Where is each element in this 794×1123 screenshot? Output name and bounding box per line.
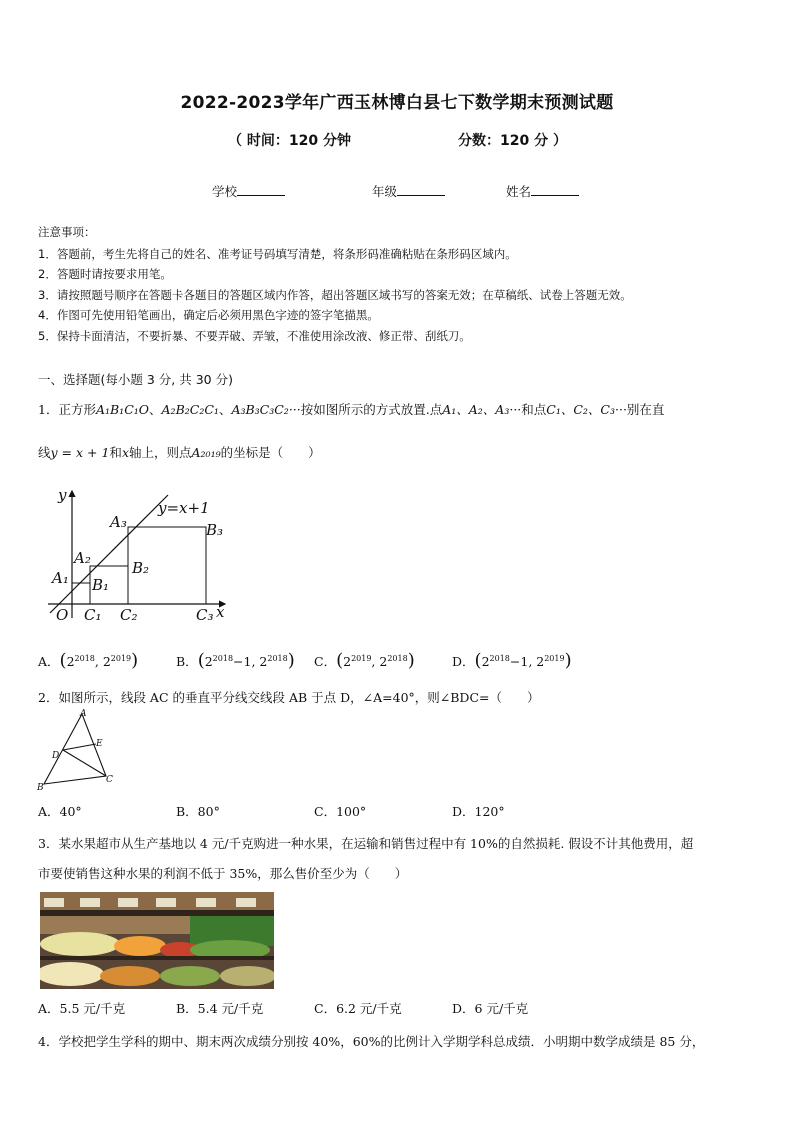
notice-item: 2．答题时请按要求用笔。	[38, 267, 172, 281]
fig-label-c3: C₃	[196, 606, 214, 623]
q2-option-c[interactable]: C．100°	[314, 804, 367, 819]
option-base: 2	[536, 654, 545, 669]
grade-field	[372, 182, 445, 200]
exam-score: 分数：120 分 ）	[458, 133, 567, 149]
q1-text: ···按如图所示的方式放置.点	[288, 402, 443, 417]
fig-label-a3: A₃	[110, 513, 127, 531]
q1-points-a: A₁、A₂、A₃	[442, 402, 510, 417]
option-exp: 2018	[387, 653, 408, 663]
q1-line1	[38, 400, 664, 418]
option-base: 2	[343, 654, 352, 669]
name-label: 姓名	[506, 184, 532, 199]
name-field	[506, 182, 579, 200]
q1-sep: 、	[218, 402, 232, 417]
q1-option-a[interactable]: A．($2^{2018}$, $2^{2019}$)	[38, 650, 139, 671]
q1-square-1: A₁B₁C₁O	[95, 402, 150, 417]
q1-sep: 、	[149, 402, 162, 417]
option-exp: 2018	[74, 653, 95, 663]
option-exp: 2019	[110, 653, 132, 663]
q1-text: 和	[109, 445, 122, 460]
notice-item: 5．保持卡面清洁，不要折暴、不要弄破、弄皱，不准使用涂改液、修正带、刮纸刀。	[38, 329, 471, 343]
option-letter: D．	[452, 654, 475, 669]
notice-item: 1．答题前，考生先将自己的姓名、准考证号码填写清楚，将条形码准确粘贴在条形码区域内。	[38, 247, 517, 261]
q1-text: ···和点	[509, 402, 547, 417]
q2-option-b[interactable]: B．80°	[176, 804, 220, 819]
q1-axis: x	[121, 445, 129, 460]
fig2-label-e: E	[96, 739, 103, 749]
notice-item: 3．请按照题号顺序在答题卡各题目的答题区域内作答，超出答题区域书写的答案无效；在草稿纸、试卷上答题无效。	[38, 288, 632, 302]
fig-label-b1: B₁	[92, 576, 110, 594]
q1-line-equation: y = x + 1	[50, 445, 110, 460]
option-base: 2	[204, 654, 213, 669]
option-base: 2	[66, 654, 75, 669]
fig-label-b2: B₂	[132, 559, 150, 577]
option-exp: 2019	[544, 653, 565, 663]
school-field	[212, 182, 285, 200]
segment-dc	[63, 750, 106, 776]
fig-label-c1: C₁	[84, 606, 102, 623]
q1-option-c[interactable]: C．($2^{2019}$, $2^{2018}$)	[314, 650, 415, 671]
name-blank[interactable]	[531, 183, 579, 196]
q3-option-a[interactable]: A．5.5 元/千克	[38, 1001, 126, 1016]
notice-item: 4．作图可先使用铅笔画出，确定后必须用黑色字迹的签字笔描黑。	[38, 308, 379, 322]
fig-label-b3: B₃	[206, 521, 224, 539]
q1-line2	[38, 443, 321, 461]
option-base: 2	[259, 654, 268, 669]
q4-line1: 4．学校把学生学科的期中、期末两次成绩分别按 40%，60%的比例计入学期学科总成绩．小明期中数学成绩是 85 分，	[38, 1034, 705, 1049]
fig-label-c2: C₂	[120, 606, 138, 623]
q1-figure	[40, 483, 240, 623]
option-base: 2	[379, 654, 388, 669]
option-exp: 2018	[489, 653, 510, 663]
square-1	[72, 583, 90, 604]
option-letter: B．	[176, 654, 198, 669]
grade-label: 年级	[372, 184, 398, 199]
fruit-shelf-photo	[40, 892, 274, 989]
fig-label-a2: A₂	[74, 549, 91, 567]
fig2-label-c: C	[106, 775, 113, 785]
q3-line1: 3．某水果超市从生产基地以 4 元/千克购进一种水果，在运输和销售过程中有 10%的自然损耗. 假设不计其他费用，超	[38, 836, 694, 851]
school-blank[interactable]	[237, 183, 285, 196]
grade-blank[interactable]	[397, 183, 445, 196]
q2-option-d[interactable]: D．120°	[452, 804, 505, 819]
q1-option-d[interactable]: D．($2^{2018}-1$, $2^{2019}$)	[452, 650, 572, 671]
q3-option-b[interactable]: B．5.4 元/千克	[176, 1001, 264, 1016]
q2-option-a[interactable]: A．40°	[38, 804, 82, 819]
fig2-label-a: A	[80, 709, 87, 719]
q1-text: 1．正方形	[38, 402, 96, 417]
triangle-abc	[44, 714, 106, 784]
q1-text: 轴上，则点	[129, 445, 192, 460]
option-minus: −1	[509, 654, 529, 669]
option-base: 2	[481, 654, 490, 669]
fig-label-y: y	[58, 486, 67, 504]
notice-heading: 注意事项：	[38, 225, 96, 239]
fig-label-x: x	[216, 603, 225, 621]
q1-text: ···别在直	[615, 402, 665, 417]
option-exp: 2018	[212, 653, 234, 663]
q1-point: A₂₀₁₉	[191, 445, 221, 460]
option-minus: −1	[233, 654, 252, 669]
option-exp: 2018	[267, 653, 288, 663]
section-heading: 一、选择题(每小题 3 分, 共 30 分)	[38, 372, 233, 387]
q3-option-c[interactable]: C．6.2 元/千克	[314, 1001, 402, 1016]
page-title: 2022-2023学年广西玉林博白县七下数学期末预测试题	[180, 93, 614, 113]
school-label: 学校	[212, 184, 238, 199]
q1-square-3: A₃B₃C₃C₂	[231, 402, 289, 417]
q1-option-b[interactable]: B．($2^{2018}-1$, $2^{2018}$)	[176, 650, 295, 671]
fig2-label-b: B	[37, 783, 44, 792]
q3-option-d[interactable]: D．6 元/千克	[452, 1001, 529, 1016]
option-letter: C．	[314, 654, 337, 669]
option-base: 2	[102, 654, 111, 669]
fig2-label-d: D	[52, 751, 60, 761]
q1-square-2: A₂B₂C₂C₁	[161, 402, 219, 417]
q2-figure	[36, 708, 118, 792]
q2-text: 2．如图所示，线段 AC 的垂直平分线交线段 AB 于点 D，∠A=40°，则∠BDC=（ ）	[38, 690, 540, 705]
fig-label-o: O	[56, 606, 69, 623]
fig-label-eq: y=x+1	[158, 499, 210, 517]
q1-points-c: C₁、C₂、C₃	[546, 402, 616, 417]
line-y-x-plus-1	[50, 495, 168, 613]
q1-text: 的坐标是（ ）	[220, 445, 321, 460]
q1-text: 线	[38, 445, 51, 460]
option-letter: A．	[38, 654, 60, 669]
segment-de	[63, 744, 96, 750]
exam-time: （ 时间：120 分钟	[228, 133, 351, 149]
fig-label-a1: A₁	[52, 569, 69, 587]
option-exp: 2019	[351, 653, 372, 663]
q3-line2: 市要使销售这种水果的利润不低于 35%，那么售价至少为（ ）	[38, 866, 408, 881]
